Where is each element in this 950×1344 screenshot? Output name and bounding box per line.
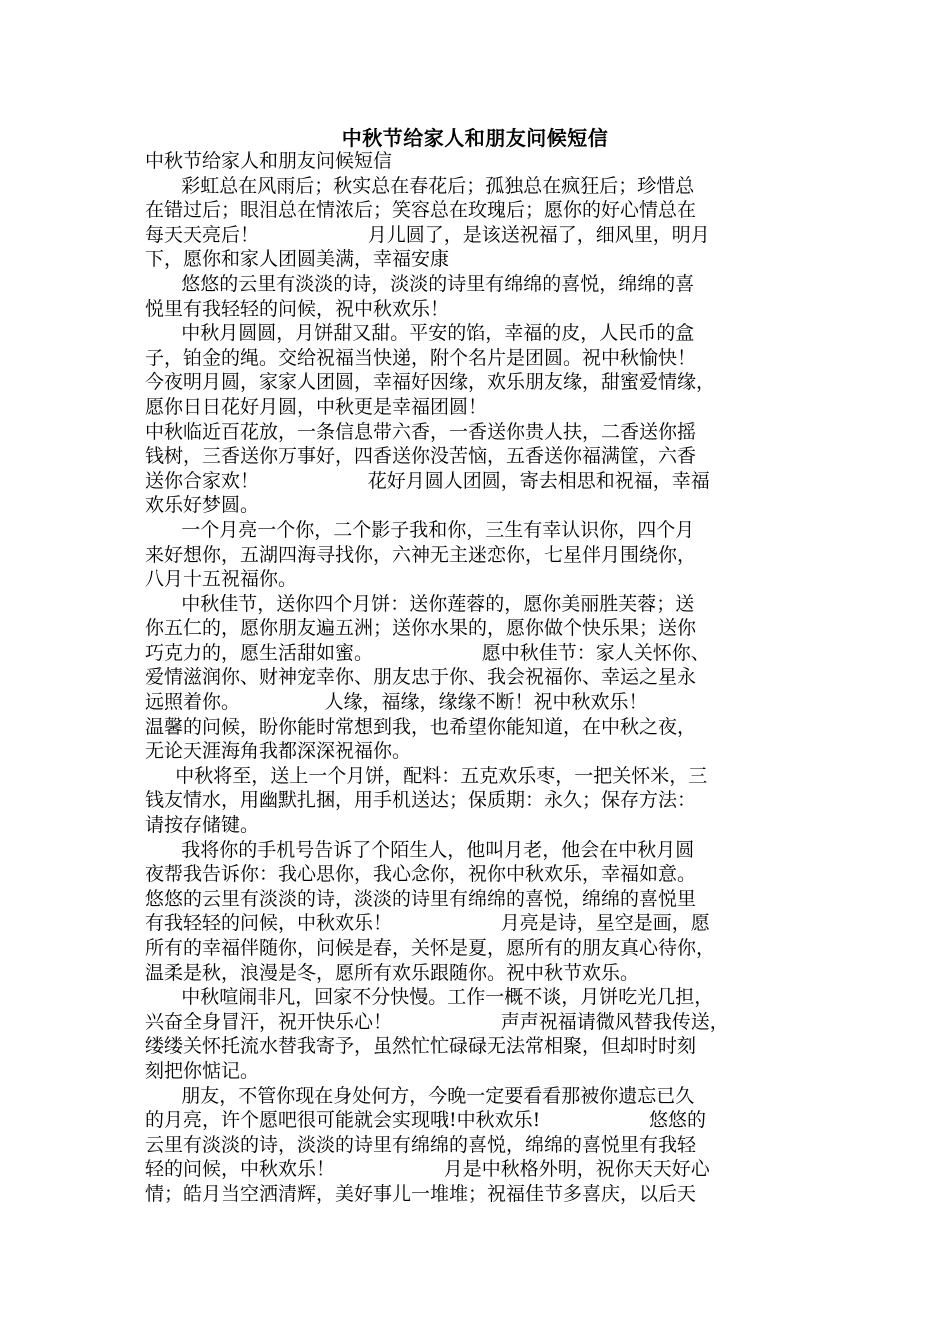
body-line: 送你合家欢！ 花好月圆人团圆，寄去相思和祝福，幸福 (145, 469, 710, 492)
body-line: 的月亮，许个愿吧很可能就会实现哦!中秋欢乐! 悠悠的 (145, 1109, 706, 1132)
body-line: 钱树，三香送你万事好，四香送你没苦恼，五香送你福满筐，六香 (145, 445, 697, 468)
body-line: 温柔是秋，浪漫是冬，愿所有欢乐跟随你。祝中秋节欢乐。 (145, 961, 640, 984)
body-line: 无论天涯海角我都深深祝福你。 (145, 740, 412, 763)
body-line: 情；皓月当空洒清辉，美好事儿一堆堆；祝福佳节多喜庆，以后天 (145, 1182, 697, 1205)
body-line: 一个月亮一个你，二个影子我和你，三生有幸认识你，四个月 (145, 518, 695, 541)
body-line: 轻的问候，中秋欢乐！ 月是中秋格外明，祝你天天好心 (145, 1158, 710, 1181)
body-line: 中秋月圆圆，月饼甜又甜。平安的馅，幸福的皮，人民币的盒 (145, 322, 695, 345)
body-line: 八月十五祝福你。 (145, 568, 298, 591)
body-line: 刻把你惦记。 (145, 1059, 260, 1082)
body-line: 在错过后；眼泪总在情浓后；笑容总在玫瑰后；愿你的好心情总在 (145, 199, 697, 222)
body-line: 你五仁的，愿你朋友遍五洲；送你水果的，愿你做个快乐果；送你 (145, 617, 697, 640)
body-line: 子，铂金的绳。交给祝福当快递，附个名片是团圆。祝中秋愉快！ (145, 346, 697, 369)
body-line: 请按存储键。 (145, 814, 260, 837)
body-line: 巧克力的，愿生活甜如蜜。 愿中秋佳节：家人关怀你、 (145, 641, 710, 664)
body-line: 所有的幸福伴随你，问候是春，关怀是夏，愿所有的朋友真心待你， (145, 937, 716, 959)
body-line: 中秋节给家人和朋友问候短信 (145, 150, 393, 172)
body-line: 我将你的手机号告诉了个陌生人，他叫月老，他会在中秋月圆 (145, 838, 695, 861)
body-line: 欢乐好梦圆。 (145, 494, 260, 517)
body-line: 兴奋全身冒汗，祝开快乐心！ 声声祝福请微风替我传送， (145, 1010, 729, 1033)
body-line: 今夜明月圆，家家人团圆，幸福好因缘，欢乐朋友缘，甜蜜爱情缘， (145, 371, 716, 394)
body-line: 中秋将至，送上一个月饼，配料：五克欢乐枣，一把关怀米，三 (145, 764, 708, 787)
body-line: 中秋佳节，送你四个月饼：送你莲蓉的，愿你美丽胜芙蓉；送 (145, 592, 695, 615)
body-line: 悦里有我轻轻的问候，祝中秋欢乐！ (145, 297, 450, 320)
body-line: 缕缕关怀托流水替我寄予，虽然忙忙碌碌无法常相聚，但却时时刻 (145, 1035, 697, 1058)
body-line: 中秋临近百花放，一条信息带六香，一香送你贵人扶，二香送你摇 (145, 420, 697, 443)
body-line: 悠悠的云里有淡淡的诗，淡淡的诗里有绵绵的喜悦，绵绵的喜 (145, 272, 695, 295)
body-line: 悠悠的云里有淡淡的诗，淡淡的诗里有绵绵的喜悦，绵绵的喜悦里 (145, 887, 697, 910)
body-line: 彩虹总在风雨后；秋实总在春花后；孤独总在疯狂后；珍惜总 (145, 174, 695, 197)
body-line: 中秋喧闹非凡，回家不分快慢。工作一概不谈，月饼吃光几担， (145, 986, 714, 1009)
document-body (145, 149, 805, 1207)
body-line: 愿你日日花好月圆，中秋更是幸福团圆！ (145, 395, 488, 418)
body-line: 云里有淡淡的诗，淡淡的诗里有绵绵的喜悦，绵绵的喜悦里有我轻 (145, 1133, 697, 1156)
body-line: 远照着你。 人缘，福缘，缘缘不断！祝中秋欢乐！ (145, 691, 648, 714)
body-line: 夜帮我告诉你：我心思你，我心念你，祝你中秋欢乐，幸福如意。 (145, 863, 697, 886)
body-line: 朋友，不管你现在身处何方，今晚一定要看看那被你遗忘已久 (145, 1084, 695, 1107)
body-line: 温馨的问候，盼你能时常想到我，也希望你能知道，在中秋之夜， (145, 715, 697, 738)
body-line: 来好想你，五湖四海寻找你，六神无主迷恋你，七星伴月围绕你， (145, 543, 697, 566)
body-line: 下，愿你和家人团圆美满，幸福安康 (145, 248, 450, 271)
document-title: 中秋节给家人和朋友问候短信 (341, 126, 609, 150)
body-line: 钱友情水，用幽默扎捆，用手机送达；保质期：永久；保存方法： (145, 789, 697, 812)
body-line: 爱情滋润你、财神宠幸你、朋友忠于你、我会祝福你、幸运之星永 (145, 666, 697, 689)
body-line: 有我轻轻的问候，中秋欢乐！ 月亮是诗，星空是画，愿 (145, 912, 710, 935)
body-line: 每天天亮后！ 月儿圆了，是该送祝福了，细风里，明月 (145, 223, 710, 246)
